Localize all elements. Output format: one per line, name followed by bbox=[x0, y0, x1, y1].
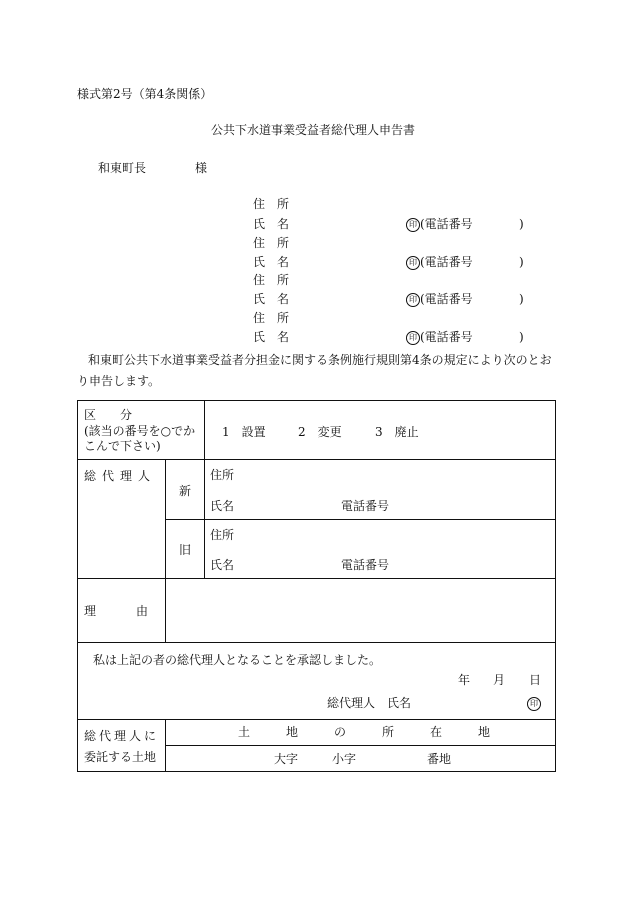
consent-signer-label: 総代理人 氏名 bbox=[327, 696, 412, 710]
old-label: 旧 bbox=[179, 543, 192, 557]
document-title: 公共下水道事業受益者総代理人申告書 bbox=[211, 123, 416, 137]
addressee: 和東町長 bbox=[98, 161, 147, 175]
row-divider bbox=[165, 519, 555, 520]
name-label: 氏 名 bbox=[253, 255, 290, 269]
category-note-1: (該当の番号を○でか bbox=[84, 424, 196, 438]
reason-label-text: 理由 bbox=[84, 604, 189, 618]
land-koaza-label: 小字 bbox=[332, 752, 357, 766]
old-phone-label: 電話番号 bbox=[341, 558, 390, 572]
option-change[interactable]: 2 変更 bbox=[298, 425, 342, 439]
seal-mark: 印 bbox=[406, 218, 420, 232]
column-divider bbox=[165, 719, 166, 771]
consent-text: 私は上記の者の総代理人となることを承認しました。 bbox=[93, 653, 382, 667]
row-divider bbox=[165, 745, 555, 746]
category-label: 区 分 bbox=[84, 408, 133, 422]
application-table bbox=[77, 400, 556, 772]
option-abolish[interactable]: 3 廃止 bbox=[375, 425, 419, 439]
option-install[interactable]: 1 設置 bbox=[222, 425, 266, 439]
row-divider bbox=[78, 459, 555, 460]
new-name-label: 氏名 bbox=[210, 499, 235, 513]
new-address-label: 住所 bbox=[210, 468, 235, 482]
form-number: 様式第2号（第4条関係） bbox=[77, 87, 213, 101]
phone-close: ) bbox=[519, 217, 524, 231]
row-divider bbox=[78, 642, 555, 643]
land-oaza-label: 大字 bbox=[274, 752, 299, 766]
land-banchi-label: 番地 bbox=[427, 752, 452, 766]
seal-mark: 印 bbox=[406, 331, 420, 345]
column-divider bbox=[204, 401, 205, 459]
row-divider bbox=[78, 578, 555, 579]
new-phone-label: 電話番号 bbox=[341, 499, 390, 513]
consent-seal-mark: 印 bbox=[527, 697, 541, 711]
address-label: 住 所 bbox=[253, 311, 290, 325]
phone-label: (電話番号 bbox=[420, 292, 473, 306]
address-label: 住 所 bbox=[253, 236, 290, 250]
statement-line-2: り申告します。 bbox=[77, 374, 161, 388]
land-label-2: 委託する土地 bbox=[84, 750, 157, 764]
consent-year: 年 bbox=[458, 673, 471, 687]
reason-label bbox=[84, 604, 189, 618]
name-label: 氏 名 bbox=[253, 292, 290, 306]
phone-label: (電話番号 bbox=[420, 255, 473, 269]
phone-close: ) bbox=[519, 330, 524, 344]
row-divider bbox=[78, 719, 555, 720]
agent-label: 総代理人 bbox=[84, 469, 157, 483]
name-label: 氏 名 bbox=[253, 217, 290, 231]
address-label: 住 所 bbox=[253, 197, 290, 211]
consent-month: 月 bbox=[493, 673, 506, 687]
old-name-label: 氏名 bbox=[210, 558, 235, 572]
phone-close: ) bbox=[519, 255, 524, 269]
phone-close: ) bbox=[519, 292, 524, 306]
consent-day: 日 bbox=[529, 673, 542, 687]
phone-label: (電話番号 bbox=[420, 330, 473, 344]
new-label: 新 bbox=[179, 484, 192, 498]
seal-mark: 印 bbox=[406, 293, 420, 307]
seal-mark: 印 bbox=[406, 256, 420, 270]
honorific: 様 bbox=[195, 161, 208, 175]
column-divider bbox=[204, 459, 205, 578]
statement-line-1: 和東町公共下水道事業受益者分担金に関する条例施行規則第4条の規定により次のとお bbox=[88, 353, 552, 367]
land-label-1: 総代理人に bbox=[84, 729, 160, 743]
land-location-header: 土 地 の 所 在 地 bbox=[238, 725, 491, 739]
name-label: 氏 名 bbox=[253, 330, 290, 344]
category-note-2: こんで下さい) bbox=[84, 439, 161, 453]
old-address-label: 住所 bbox=[210, 528, 235, 542]
address-label: 住 所 bbox=[253, 273, 290, 287]
phone-label: (電話番号 bbox=[420, 217, 473, 231]
